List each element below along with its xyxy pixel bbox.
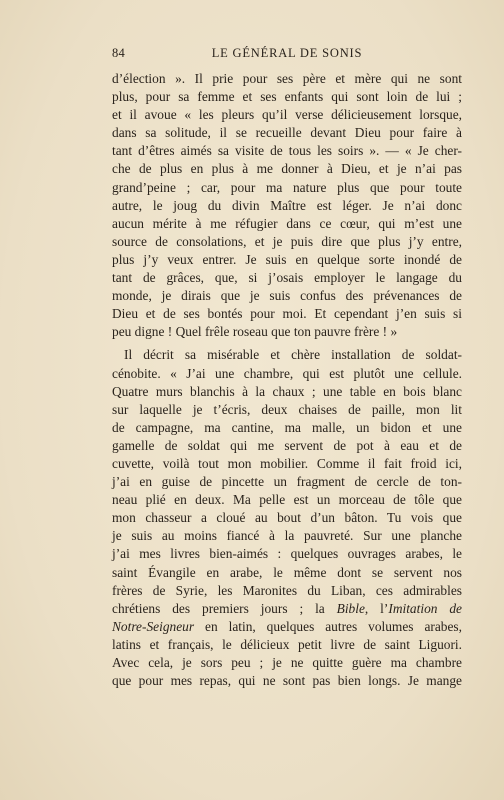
text-line: j’ai en guise de pincette un fragment de cercle de ton- (112, 474, 462, 490)
text-line-italic-notre-seigneur: Notre-Seigneur en latin, quelques autres volumes arabes, (112, 618, 462, 634)
italic-title: Imitation de (388, 600, 463, 616)
text-line: je suis au moins fiancé à la pauvreté. Sur une planche (112, 528, 462, 544)
text-line: dans sa solitude, il se recueille devant Dieu pour faire à (112, 125, 462, 141)
text-line-italic-bible: chrétiens des premiers jours ; la Bible, l’Imitation de (112, 600, 463, 616)
text-line: que pour mes repas, qui ne sont pas bien longs. Je mange (112, 673, 462, 689)
text-line: Dieu et de ses bontés pour moi. Et cependant j’en suis si (112, 306, 462, 322)
text-line: aucun mérite à me réfugier dans ce cœur, qui m’est une (112, 215, 462, 231)
text-line: cuvette, voilà tout mon mobilier. Comme il fait froid ici, (112, 455, 462, 471)
text-line: de campagne, ma cantine, ma malle, un bidon et une (112, 419, 462, 435)
text-line: et il avoue « les pleurs qu’il verse délicieusement lorsque, (112, 107, 462, 123)
text-line: monde, je dirais que je suis confus des prévenances de (112, 288, 462, 304)
text-line: Avec cela, je sors peu ; je ne quitte guère ma chambre (112, 655, 462, 670)
page-number: 84 (112, 46, 126, 60)
italic-title: Bible (336, 600, 365, 616)
text-line: tant d’êtres aimés sa visite de tous les soirs ». — « Je cher- (112, 143, 462, 159)
text-line: grand’peine ; car, pour ma nature plus que pour toute (112, 179, 462, 195)
text-line: sur laquelle je t’écris, deux chaises de paille, mon lit (112, 401, 462, 417)
text-line: autre, le joug du divin Maître est léger. Je n’ai donc (112, 197, 462, 213)
text-line: frères de Syrie, les Maronites du Liban, ces admirables (112, 582, 462, 598)
text-line: Quatre murs blanchis à la chaux ; une table en bois blanc (112, 383, 462, 399)
text-line: che de plus en plus à me donner à Dieu, et je n’ai pas (112, 161, 462, 177)
page-header (112, 46, 462, 62)
paragraph-2 (112, 346, 462, 690)
text-line: source de consolations, et je puis dire que plus j’y entre, (112, 233, 462, 249)
text-line: gamelle de soldat qui me servent de pot à eau et de (112, 437, 462, 453)
italic-title: Notre-Seigneur (112, 618, 195, 634)
text-line: latins et français, le délicieux petit livre de saint Liguori. (112, 636, 462, 652)
text-line: Il décrit sa misérable et chère installation de soldat- (124, 347, 462, 363)
text-line: plus, pour sa femme et ses enfants qui sont loin de lui ; (112, 89, 462, 105)
text-line: mon chasseur a cloué au bout d’un bâton. Tu vois que (112, 510, 462, 526)
text-line: plus j’y veux entrer. Je suis en quelque sorte inondé de (112, 251, 462, 267)
text-line: cénobite. « J’ai une chambre, qui est plutôt une cellule. (112, 365, 462, 381)
text-line: j’ai mes livres bien-aimés : quelques ouvrages arabes, le (112, 546, 462, 562)
text-line: tant de grâces, que, si j’osais employer le langage du (112, 270, 462, 286)
paragraph-1 (112, 70, 462, 341)
text-line: saint Évangile en arabe, le même dont se servent nos (112, 564, 462, 580)
running-title: LE GÉNÉRAL DE SONIS (211, 46, 363, 60)
text-line: d’élection ». Il prie pour ses père et mère qui ne sont (112, 71, 462, 86)
text-line: neau plié en deux. Ma pelle est un morceau de tôle que (112, 492, 462, 508)
body-text (112, 70, 462, 690)
text-line: peu digne ! Quel frêle roseau que ton pauvre frère ! » (112, 324, 398, 340)
